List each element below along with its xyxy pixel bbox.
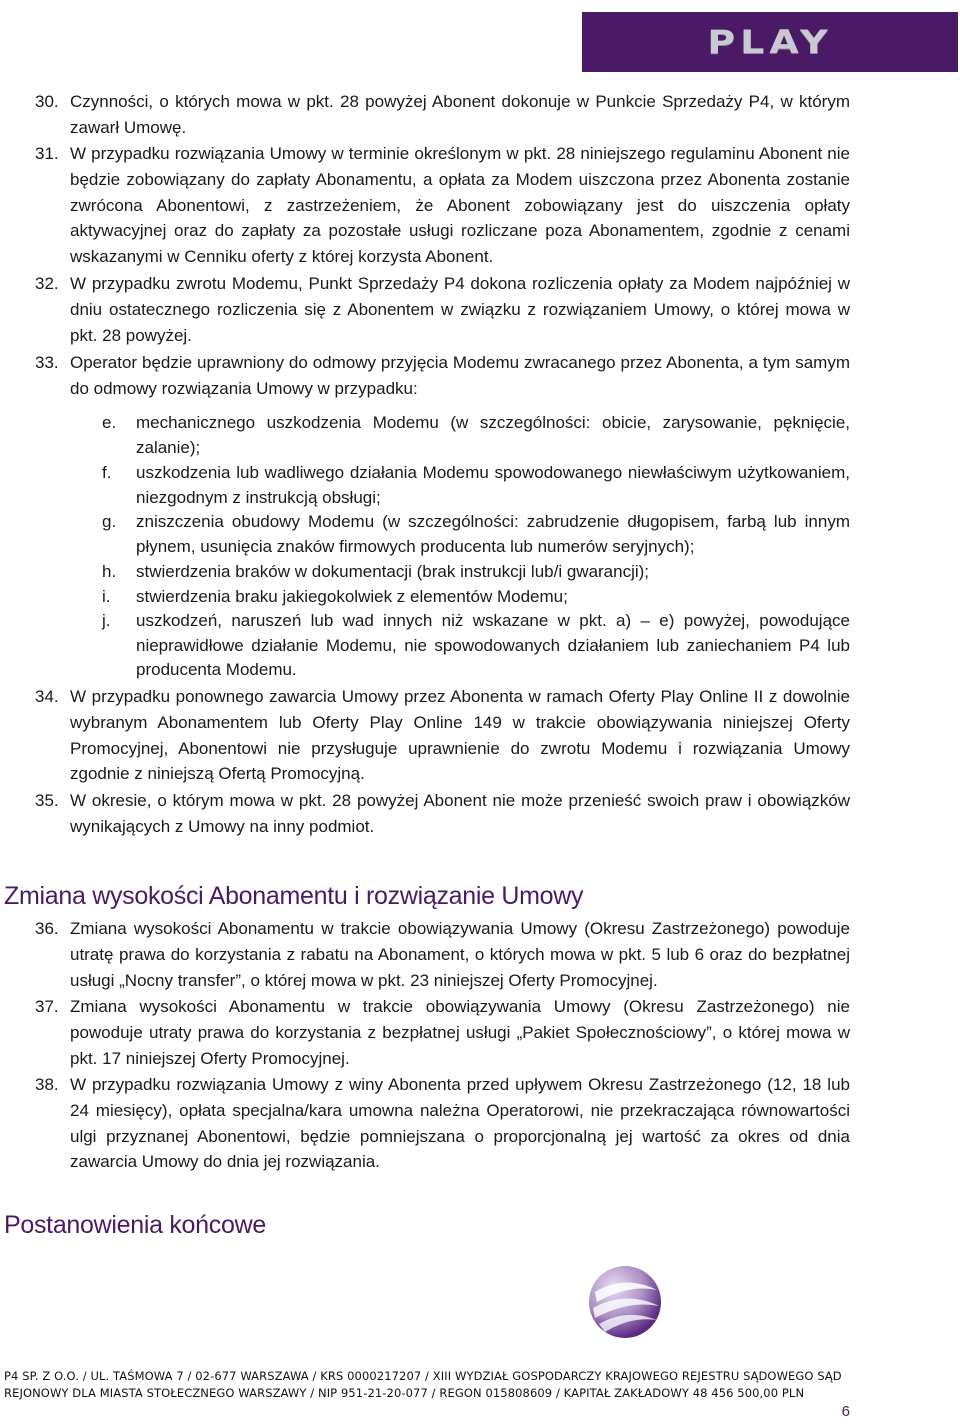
play-orb-logo <box>585 1262 665 1342</box>
list-item <box>35 788 850 840</box>
sub-item-text: uszkodzenia lub wadliwego działania Modemu spowodowanego niewłaściwym użytkowaniem, niezgodnym z instrukcją obsługi; <box>136 463 850 507</box>
list-item <box>35 350 850 402</box>
sub-item-letter: f. <box>102 463 112 482</box>
sub-item-text: mechanicznego uszkodzenia Modemu (w szczególności: obicie, zarysowanie, pęknięcie, zalanie); <box>136 413 850 457</box>
item-text: W przypadku ponownego zawarcia Umowy przez Abonenta w ramach Oferty Play Online II z dowolnie wybranym Abonamentem lub Oferty Play Online 149 w trakcie obowiązywania niniejszej Oferty Promocyjnej, Abonentowi nie przysługuje uprawnienie do zwrotu Modemu i rozwiązania Umowy zgodnie z niniejszą Ofertą Promocyjną. <box>70 687 850 784</box>
item-number: 32. <box>35 274 59 293</box>
list-item <box>35 141 850 270</box>
sub-item-letter: j. <box>102 611 111 630</box>
sub-item-text: uszkodzeń, naruszeń lub wad innych niż wskazane w pkt. a) – e) powyżej, powodujące nieprawidłowe działanie Modemu, nie spowodowanych działaniem lub zaniechaniem P4 lub producenta Modemu. <box>136 611 850 680</box>
item-text: Operator będzie uprawniony do odmowy przyjęcia Modemu zwracanego przez Abonenta, a tym samym do odmowy rozwiązania Umowy w przypadku: <box>70 353 850 398</box>
footer-line-1: P4 SP. Z O.O. / UL. TAŚMOWA 7 / 02-677 WARSZAWA / KRS 0000217207 / XIII WYDZIAŁ GOSPODARCZY KRAJOWEGO REJESTRU SĄDOWEGO SĄD <box>4 1369 842 1383</box>
section-heading: Postanowienia końcowe <box>4 1211 266 1239</box>
item-text: Czynności, o których mowa w pkt. 28 powyżej Abonent dokonuje w Punkcie Sprzedaży P4, w którym zawarł Umowę. <box>70 92 850 137</box>
list-item <box>35 994 850 1071</box>
list-item <box>35 271 850 348</box>
sub-item-letter: i. <box>102 587 111 606</box>
item-text: W przypadku rozwiązania Umowy w terminie określonym w pkt. 28 niniejszego regulaminu Abonent nie będzie zobowiązany do zapłaty Abonamentu, a opłata za Modem uiszczona przez Abonenta zostanie zwrócona Abonentowi, z zastrzeżeniem, że Abonent zobowiązany jest do uiszczenia opłaty aktywacyjnej oraz do zapłaty za pozostałe usługi rozliczane poza Abonamentem, zgodnie z cenami wskazanymi w Cenniku oferty z której korzysta Abonent. <box>70 144 850 267</box>
play-logo <box>582 12 958 72</box>
page-number: 6 <box>841 1403 850 1420</box>
list-item <box>35 916 850 993</box>
item-number: 30. <box>35 92 59 111</box>
logo-text: PLAY <box>707 23 833 61</box>
sub-item-text: zniszczenia obudowy Modemu (w szczególności: zabrudzenie długopisem, farbą lub innym płynem, usunięcia znaków firmowych producenta lub numerów seryjnych); <box>136 512 850 556</box>
item-text: W przypadku zwrotu Modemu, Punkt Sprzedaży P4 dokona rozliczenia opłaty za Modem najpóźniej w dniu ostatecznego rozliczenia się z Abonentem w związku z rozwiązaniem Umowy, o której mowa w pkt. 28 powyżej. <box>70 274 850 345</box>
sub-item-text: stwierdzenia braku jakiegokolwiek z elementów Modemu; <box>136 587 568 606</box>
section-heading: Zmiana wysokości Abonamentu i rozwiązanie Umowy <box>4 882 584 910</box>
sub-list-item <box>102 510 850 559</box>
item-number: 33. <box>35 353 59 372</box>
item-text: W okresie, o którym mowa w pkt. 28 powyżej Abonent nie może przenieść swoich praw i obowiązków wynikających z Umowy na inny podmiot. <box>70 791 850 836</box>
sub-list-item <box>102 411 850 460</box>
sub-list-item <box>102 585 850 610</box>
sub-item-text: stwierdzenia braków w dokumentacji (brak instrukcji lub/i gwarancji); <box>136 562 650 581</box>
item-text: W przypadku rozwiązania Umowy z winy Abonenta przed upływem Okresu Zastrzeżonego (12, 18 lub 24 miesięcy), opłata specjalna/kara umowna należna Operatorowi, nie przekraczająca równowartości ulgi przyznanej Abonentowi, będzie pomniejszana o proporcjonalną jej wartość za okres od dnia zawarcia Umowy do dnia jej rozwiązania. <box>70 1075 850 1172</box>
item-number: 37. <box>35 997 59 1016</box>
sub-item-letter: g. <box>102 512 117 531</box>
item-number: 38. <box>35 1075 59 1094</box>
item-number: 35. <box>35 791 59 810</box>
sub-item-letter: e. <box>102 413 117 432</box>
sub-list-item <box>102 461 850 510</box>
sub-list-item <box>102 560 850 585</box>
item-number: 34. <box>35 687 59 706</box>
item-number: 31. <box>35 144 59 163</box>
item-text: Zmiana wysokości Abonamentu w trakcie obowiązywania Umowy (Okresu Zastrzeżonego) powoduje utratę prawa do korzystania z rabatu na Abonament, o których mowa w pkt. 5 lub 6 oraz do bezpłatnej usługi „Nocny transfer”, o której mowa w pkt. 23 niniejszej Oferty Promocyjnej. <box>70 919 850 990</box>
list-item <box>35 89 850 141</box>
footer-line-2: REJONOWY DLA MIASTA STOŁECZNEGO WARSZAWY / NIP 951-21-20-077 / REGON 015808609 / KAPITAŁ ZAKŁADOWY 48 456 500,00 PLN <box>4 1386 805 1400</box>
list-item <box>35 1072 850 1175</box>
item-text: Zmiana wysokości Abonamentu w trakcie obowiązywania Umowy (Okresu Zastrzeżonego) nie powoduje utraty prawa do korzystania z bezpłatnej usługi „Pakiet Społecznościowy”, o której mowa w pkt. 17 niniejszej Oferty Promocyjnej. <box>70 997 850 1068</box>
sub-list-item <box>102 609 850 683</box>
sub-item-letter: h. <box>102 562 117 581</box>
list-item <box>35 684 850 787</box>
item-number: 36. <box>35 919 59 938</box>
